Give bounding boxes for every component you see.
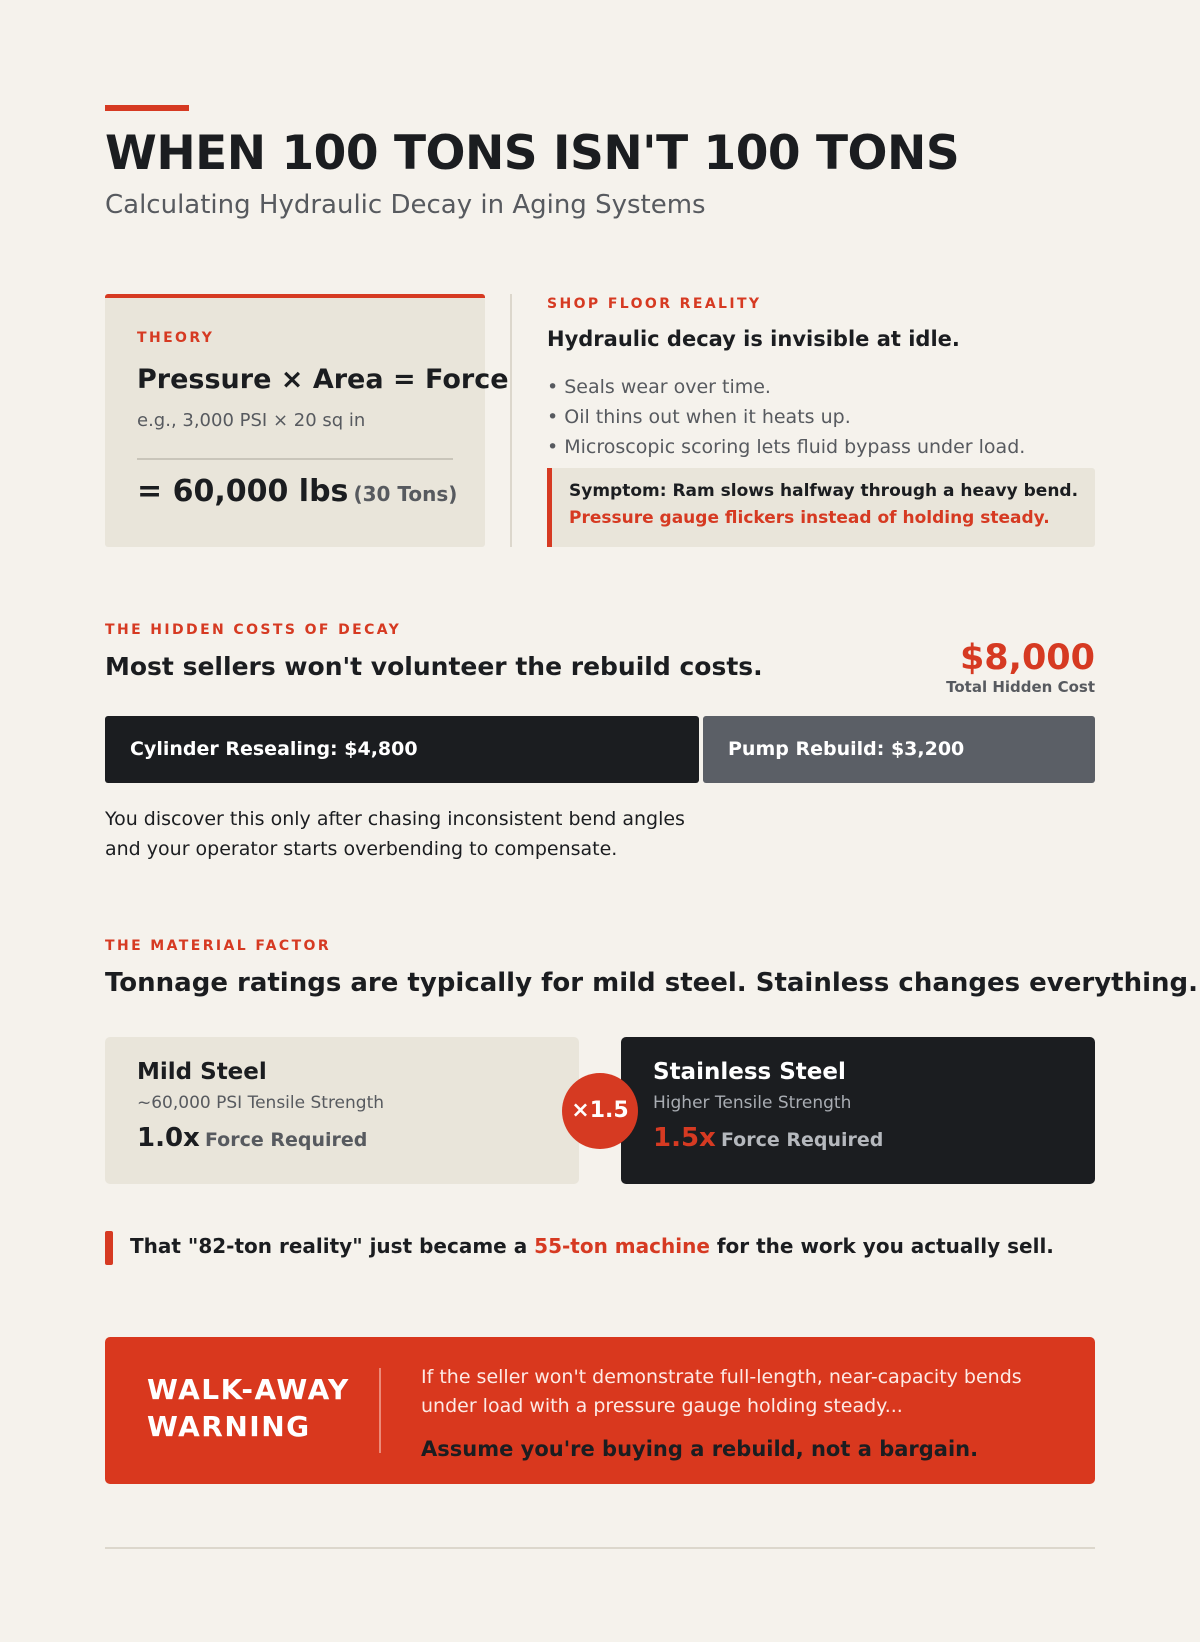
theory-divider: [137, 458, 453, 460]
warning-divider: [379, 1368, 381, 1453]
cost-segment-pump-rebuild: Pump Rebuild: $3,200: [703, 716, 1095, 783]
page-title: WHEN 100 TONS ISN'T 100 TONS: [105, 126, 960, 181]
cost-segment-cylinder-resealing: Cylinder Resealing: $4,800: [105, 716, 699, 783]
reality-eyebrow: SHOP FLOOR REALITY: [547, 296, 762, 312]
theory-result: [137, 474, 457, 509]
symptom-warning-text: Pressure gauge flickers instead of holding steady.: [569, 508, 1050, 528]
callout-text-before: That "82-ton reality" just became a: [130, 1234, 535, 1258]
callout-accent-bar: [105, 1231, 113, 1265]
mild-steel-name: Mild Steel: [137, 1059, 267, 1085]
symptom-callout: [547, 468, 1095, 547]
material-headline: Tonnage ratings are typically for mild steel. Stainless changes everything.: [105, 968, 1198, 998]
stainless-steel-multiplier: 1.5x: [653, 1123, 716, 1153]
mild-steel-card: [105, 1037, 579, 1184]
infographic-page: [105, 0, 1198, 1642]
callout-text-after: for the work you actually sell.: [709, 1234, 1054, 1258]
mild-steel-strength: ~60,000 PSI Tensile Strength: [137, 1093, 385, 1113]
theory-result-sub: (30 Tons): [353, 482, 458, 506]
material-eyebrow: THE MATERIAL FACTOR: [105, 938, 332, 954]
section-divider: [510, 294, 512, 547]
page-subtitle: Calculating Hydraulic Decay in Aging Systems: [105, 190, 706, 220]
walk-away-warning-banner: [105, 1337, 1095, 1484]
stainless-steel-card: [621, 1037, 1095, 1184]
multiplier-badge: ×1.5: [562, 1073, 638, 1149]
title-accent-bar: [105, 105, 189, 111]
costs-headline: Most sellers won't volunteer the rebuild costs.: [105, 652, 763, 681]
reality-headline: Hydraulic decay is invisible at idle.: [547, 327, 960, 351]
callout-text: [130, 1234, 1054, 1258]
total-cost-label: Total Hidden Cost: [946, 678, 1095, 696]
mild-steel-multiplier: 1.0x: [137, 1123, 200, 1153]
stainless-steel-force-label: Force Required: [720, 1129, 884, 1151]
stainless-steel-force: [653, 1123, 1095, 1153]
total-hidden-cost: [946, 638, 1095, 696]
cost-breakdown-bar: [105, 716, 1095, 783]
warning-body: If the seller won't demonstrate full-length, near-capacity bends under load with a pressure gauge holding steady...: [421, 1366, 1022, 1417]
reality-bullet-list: [547, 372, 1025, 462]
footer-divider: [105, 1547, 1095, 1549]
theory-card: [105, 294, 509, 547]
mild-steel-force: [137, 1123, 579, 1153]
callout-highlight: 55-ton machine: [534, 1234, 710, 1258]
theory-example: e.g., 3,000 PSI × 20 sq in: [137, 410, 366, 431]
costs-eyebrow: THE HIDDEN COSTS OF DECAY: [105, 622, 402, 638]
reality-bullet: • Seals wear over time.: [547, 376, 771, 398]
stainless-steel-strength: Higher Tensile Strength: [653, 1093, 852, 1113]
costs-note: You discover this only after chasing inconsistent bend angles and your operator starts overbending to compensate.: [105, 808, 685, 860]
mild-steel-force-label: Force Required: [204, 1129, 368, 1151]
symptom-text: Symptom: Ram slows halfway through a heavy bend.: [569, 481, 1079, 501]
total-cost-value: $8,000: [959, 638, 1095, 678]
reality-bullet: • Oil thins out when it heats up.: [547, 406, 851, 428]
theory-formula: Pressure × Area = Force: [137, 364, 509, 395]
stainless-steel-name: Stainless Steel: [653, 1059, 846, 1085]
reality-bullet: • Microscopic scoring lets fluid bypass under load.: [547, 436, 1026, 458]
warning-conclusion: Assume you're buying a rebuild, not a bargain.: [421, 1437, 979, 1461]
warning-title: WALK-AWAY WARNING: [147, 1373, 350, 1443]
theory-result-main: = 60,000 lbs: [137, 474, 349, 509]
theory-eyebrow: THEORY: [137, 330, 215, 346]
